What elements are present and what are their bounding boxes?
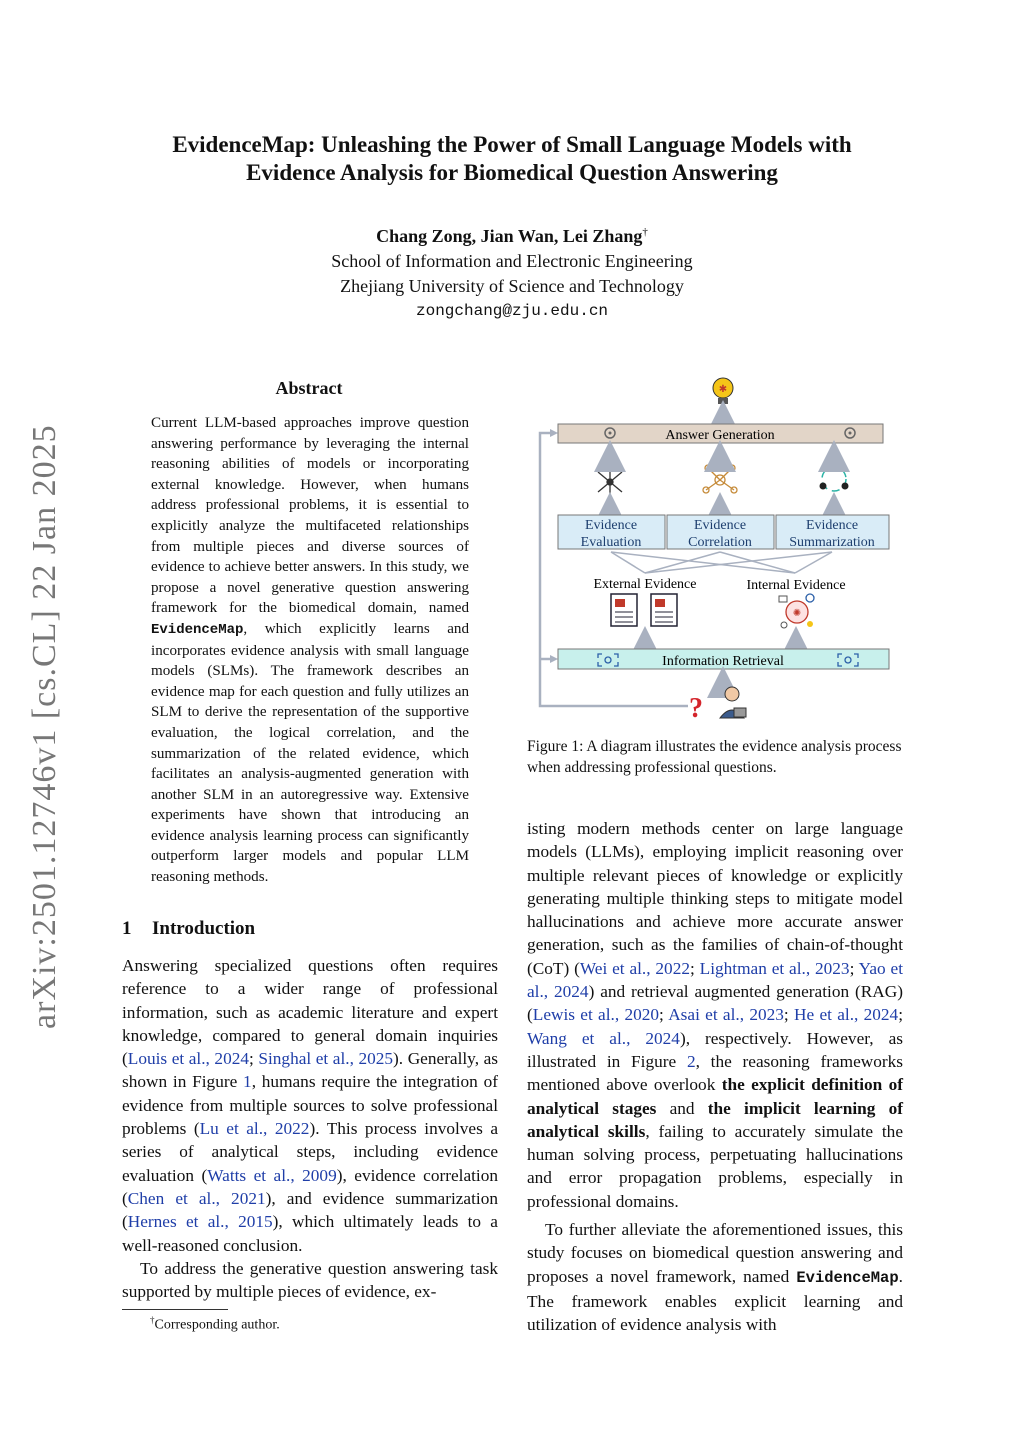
evidence-evaluation-label: Evidence [584, 518, 638, 533]
citation-link[interactable]: Hernes et al., 2015 [127, 1212, 273, 1232]
affiliation-1: School of Information and Electronic Engineering [331, 251, 693, 271]
internal-evidence-label: Internal Evidence [746, 578, 846, 593]
citation-link[interactable]: Watts et al., 2009 [207, 1165, 337, 1185]
evidence-correlation-label: Correlation [688, 535, 752, 550]
citation-link[interactable]: Lightman et al., 2023 [699, 958, 850, 978]
graph-nodes-icon [703, 462, 737, 494]
emphasis-text: the explicit definition of analytical stages [527, 1075, 903, 1118]
author-mark: † [642, 226, 648, 238]
intro-paragraph-1: Answering specialized questions often requires reference to a wider range of professional information, such as academic literature and expert knowledge, compared to general domain inquiries (Louis et al., 2024; Singhal et al., 2025). Generally, as shown in Figure 1, humans require the integration of evidence from multiple sources to solve professional problems (Lu et al., 2022). This process involves a series of analytical steps, including evidence evaluation (Watts et al., 2009), evidence correlation (Chen et al., 2021), and evidence summarization (Hernes et al., 2015), which ultimately leads to a well-reasoned conclusion. [122, 956, 498, 1255]
section-title: Introduction [152, 918, 256, 939]
intro-paragraph-4: To further alleviate the aforementioned issues, this study focuses on biomedical question answering and proposes a novel framework, named EvidenceMap. The framework enables explicit learning and utilization of evidence analysis with [527, 1220, 903, 1335]
evidence-connectors [611, 552, 832, 573]
lightbulb-icon [713, 378, 733, 404]
svg-text:✱: ✱ [718, 384, 728, 395]
intro-right-column [527, 817, 903, 1337]
section-heading [122, 918, 255, 940]
footnote-rule [122, 1309, 228, 1310]
citation-link[interactable]: Wang et al., 2024 [527, 1028, 680, 1048]
citation-link[interactable]: Lewis et al., 2020 [532, 1005, 660, 1025]
evidence-correlation-label: Evidence [693, 518, 747, 533]
footnote: †Corresponding author. [150, 1315, 280, 1333]
author-block [200, 220, 824, 324]
framework-name: EvidenceMap [151, 621, 244, 638]
question-mark-icon: ? [689, 693, 703, 724]
information-retrieval-label: Information Retrieval [662, 654, 784, 669]
svg-text:✺: ✺ [792, 608, 802, 619]
affiliation-2: Zhejiang University of Science and Technology [340, 276, 684, 296]
person-icon [720, 687, 746, 718]
abstract-heading: Abstract [275, 378, 343, 398]
answer-generation-label: Answer Generation [665, 428, 775, 443]
arxiv-stamp: arXiv:2501.12746v1 [cs.CL] 22 Jan 2025 [26, 424, 63, 1029]
framework-name: EvidenceMap [796, 1268, 899, 1287]
section-number: 1 [122, 918, 132, 939]
citation-link[interactable]: Lu et al., 2022 [199, 1119, 310, 1139]
citation-link[interactable]: Wei et al., 2022 [579, 958, 690, 978]
evidence-summarization-label: Summarization [789, 535, 875, 550]
external-evidence-label: External Evidence [593, 577, 697, 592]
intro-paragraph-2: To address the generative question answering task supported by multiple pieces of evidence, ex- [122, 1258, 498, 1302]
title-line-2: Evidence Analysis for Biomedical Question Answering [246, 160, 778, 185]
citation-link[interactable]: Chen et al., 2021 [127, 1188, 266, 1208]
figure-ref-link[interactable]: 2 [686, 1051, 696, 1071]
author-email[interactable]: zongchang@zju.edu.cn [415, 302, 609, 320]
figure-ref-link[interactable]: 1 [243, 1072, 252, 1092]
intro-left-column [122, 954, 498, 1303]
citation-link[interactable]: Asai et al., 2023 [668, 1005, 784, 1025]
evidence-evaluation-label: Evaluation [580, 535, 642, 550]
author-names: Chang Zong, Jian Wan, Lei Zhang [376, 226, 643, 246]
network-star-icon [598, 468, 622, 496]
citation-link[interactable]: He et al., 2024 [794, 1005, 899, 1025]
document-icon [611, 594, 637, 626]
citation-link[interactable]: Singhal et al., 2025 [258, 1049, 394, 1069]
figure-1-diagram [520, 372, 910, 724]
citation-link[interactable]: Yao et al., 2024 [527, 958, 904, 1002]
citation-link[interactable]: Louis et al., 2024 [127, 1049, 249, 1069]
cycle-icon [820, 464, 849, 492]
title-line-1: EvidenceMap: Unleashing the Power of Small Language Models with [172, 132, 852, 157]
emphasis-text: the implicit learning of analytical skills [527, 1098, 903, 1141]
abstract-text: Current LLM-based approaches improve question answering performance by leveraging the internal reasoning abilities of models or incorporating external knowledge. However, when humans address professional problems, it is essential to explicitly analyze the multifaceted relationships from multiple pieces and diverse sources of evidence to achieve better answers. In this study, we propose a novel generative question answering framework for the biomedical domain, named EvidenceMap, which explicitly learns and incorporates evidence analysis with small language models (SLMs). The framework describes an evidence map for each question and fully utilizes an SLM to derive the representation of the supportive evaluation, the logical correlation, and the summarization of the related evidence, which facilitates an analysis-augmented generation with another SLM in an autoregressive way. Extensive experiments have shown that introducing an evidence analysis learning process can significantly outperform larger models and popular LLM reasoning methods. [151, 415, 469, 886]
evidence-summarization-label: Evidence [805, 518, 859, 533]
figure-1-caption: Figure 1: A diagram illustrates the evidence analysis process when addressing professional questions. [527, 738, 902, 776]
intro-paragraph-3: isting modern methods center on large language models (LLMs), employing implicit reasoning over multiple relevant pieces of knowledge or explicitly generating multiple thinking steps to mitigate model hallucinations and achieve more accurate answer generation, such as the families of chain-of-thought (CoT) (Wei et al., 2022; Lightman et al., 2023; Yao et al., 2024) and retrieval augmented generation (RAG) (Lewis et al., 2020; Asai et al., 2023; He et al., 2024; Wang et al., 2024), respectively. However, as illustrated in Figure 2, the reasoning frameworks mentioned above overlook the explicit definition of analytical stages and the implicit learning of analytical skills, failing to accurately simulate the human solving process, perpetuating hallucinations and error propagation problems, especially in professional domains. [527, 819, 904, 1211]
document-icon [651, 594, 677, 626]
brain-icon [779, 594, 814, 628]
paper-title [100, 131, 924, 187]
